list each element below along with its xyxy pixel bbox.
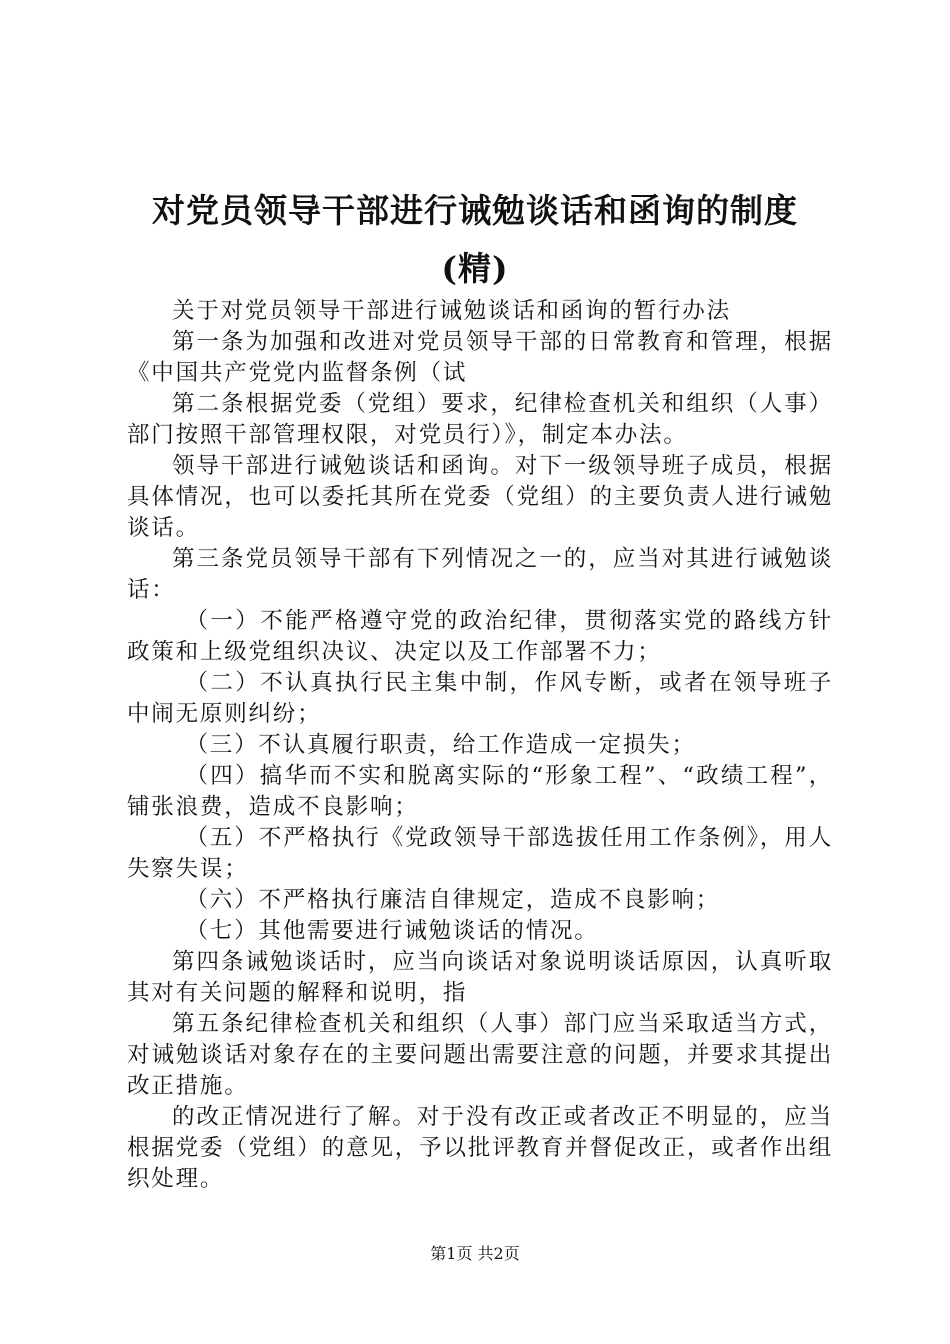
list-item-5: （五）不严格执行《党政领导干部选拔任用工作条例》，用人失察失误； — [127, 825, 833, 882]
list-item-4: （四）搞华而不实和脱离实际的“形象工程”、“政绩工程”，铺张浪费，造成不良影响； — [127, 763, 833, 820]
title-line-1: 对党员领导干部进行诫勉谈话和函询的制度 — [152, 191, 798, 230]
paragraph-article-2-cont: 领导干部进行诫勉谈话和函询。对下一级领导班子成员，根据具体情况，也可以委托其所在党委（党组）的主要负责人进行诫勉谈话。 — [127, 453, 833, 541]
document-title — [110, 182, 840, 298]
paragraph-article-1: 第一条为加强和改进对党员领导干部的日常教育和管理，根据《中国共产党党内监督条例（试 — [127, 329, 833, 386]
paragraph-subtitle: 关于对党员领导干部进行诫勉谈话和函询的暂行办法 — [172, 298, 731, 324]
paragraph-article-2: 第二条根据党委（党组）要求，纪律检查机关和组织（人事）部门按照干部管理权限，对党员行）》，制定本办法。 — [127, 391, 833, 448]
list-item-7: （七）其他需要进行诫勉谈话的情况。 — [185, 918, 599, 944]
page-footer: 第1页 共2页 — [430, 1244, 520, 1263]
list-item-2: （二）不认真执行民主集中制，作风专断，或者在领导班子中闹无原则纠纷； — [127, 670, 833, 727]
paragraph-article-4: 第四条诫勉谈话时，应当向谈话对象说明谈话原因，认真听取其对有关问题的解释和说明，指 — [127, 949, 833, 1006]
list-item-1: （一）不能严格遵守党的政治纪律，贯彻落实党的路线方针政策和上级党组织决议、决定以及工作部署不力； — [127, 608, 833, 665]
list-item-6: （六）不严格执行廉洁自律规定，造成不良影响； — [185, 887, 721, 913]
list-item-3: （三）不认真履行职责，给工作造成一定损失； — [185, 732, 696, 758]
title-line-2: (精) — [441, 249, 509, 288]
document-body — [127, 296, 833, 1195]
paragraph-article-3: 第三条党员领导干部有下列情况之一的，应当对其进行诫勉谈话： — [127, 546, 833, 603]
paragraph-article-5-cont: 的改正情况进行了解。对于没有改正或者改正不明显的，应当根据党委（党组）的意见，予以批评教育并督促改正，或者作出组织处理。 — [127, 1104, 833, 1192]
paragraph-article-5: 第五条纪律检查机关和组织（人事）部门应当采取适当方式，对诫勉谈话对象存在的主要问题出需要注意的问题，并要求其提出改正措施。 — [127, 1011, 833, 1099]
